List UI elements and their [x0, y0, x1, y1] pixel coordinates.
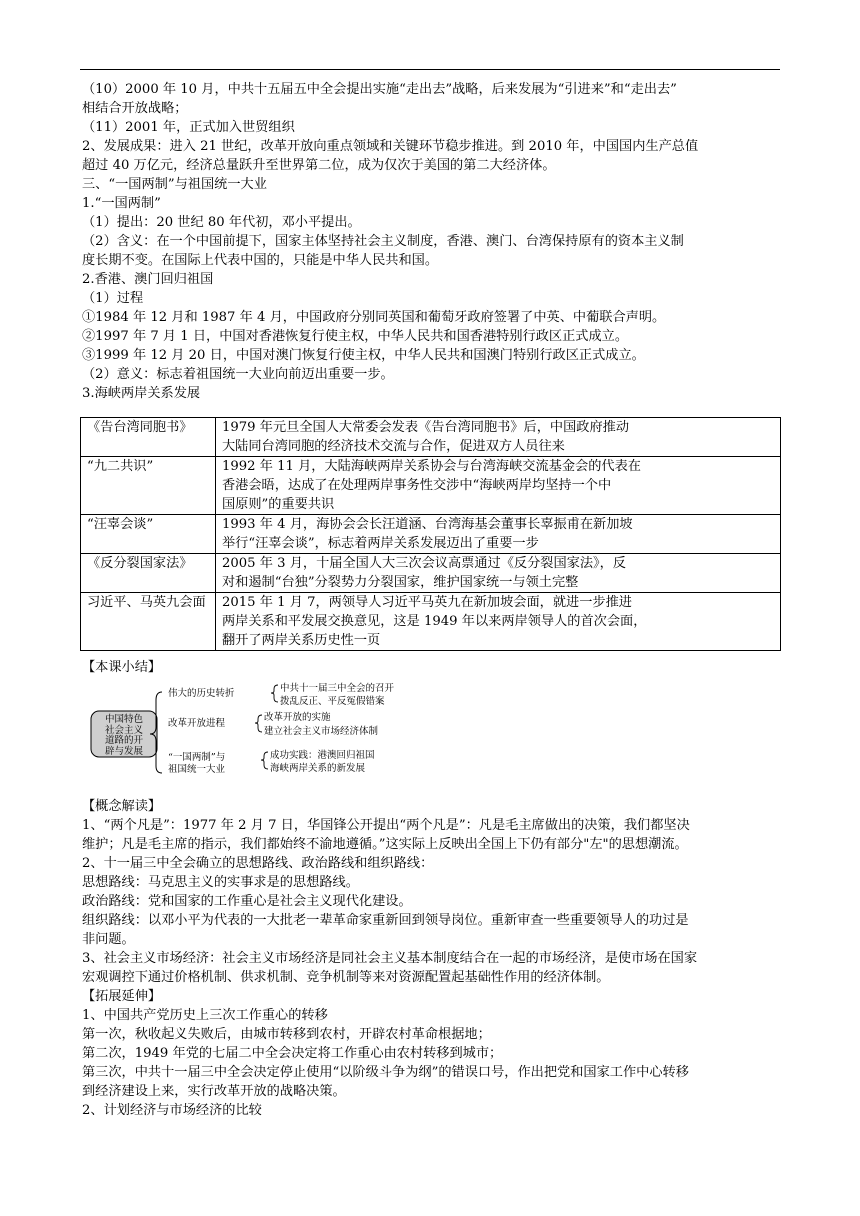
desc-line: 1979 年元旦全国人大常委会发表《告台湾同胞书》后，中国政府推动	[222, 420, 630, 435]
desc-line: 香港会晤，达成了在处理两岸事务性交涉中“海峡两岸均坚持一个中	[222, 478, 612, 493]
text-line: 思想路线：马克思主义的实事求是的思想路线。	[82, 875, 359, 890]
table-cell-event: 《告台湾同胞书》	[81, 418, 216, 457]
branch-item: 成功实践：港澳回归祖国	[270, 750, 375, 761]
text-line: （1）提出：20 世纪 80 年代初，邓小平提出。	[82, 215, 361, 230]
text-line: 1、“两个凡是”：1977 年 2 月 7 日，华国锋公开提出“两个凡是”：凡是毛主席做出的决策，我们都坚决	[82, 818, 690, 833]
table-cell-desc	[216, 418, 781, 457]
bottom-section	[82, 797, 782, 1120]
table-cell-event: “汪辜会谈”	[81, 515, 216, 554]
text-line: 2.香港、澳门回归祖国	[82, 272, 214, 287]
branch-item: 改革开放的实施	[264, 712, 331, 723]
text-line: 非问题。	[82, 932, 135, 947]
text-line: （2）含义：在一个中国前提下，国家主体坚持社会主义制度，香港、澳门、台湾保持原有的资本主义制	[82, 234, 684, 249]
cross-strait-table	[80, 417, 781, 651]
text-line: 3、社会主义市场经济：社会主义市场经济是同社会主义基本制度结合在一起的市场经济，是使市场在国家	[82, 951, 698, 966]
desc-line: 大陆同台湾同胞的经济技术交流与合作，促进双方人员往来	[222, 439, 565, 454]
table-row	[81, 515, 781, 554]
text-line: 1、中国共产党历史上三次工作重心的转移	[82, 1008, 328, 1023]
branch-item: 拨乱反正、平反冤假错案	[280, 696, 385, 707]
text-line: （10）2000 年 10 月，中共十五届五中全会提出实施“走出去”战略，后来发展为“引进来”和“走出去”	[82, 82, 677, 97]
table-cell-event: “九二共识”	[81, 457, 216, 515]
summary-heading: 【本课小结】	[82, 660, 162, 675]
desc-line: 对和遏制“台独”分裂势力分裂国家，维护国家统一与领土完整	[222, 575, 579, 590]
text-line: 超过 40 万亿元，经济总量跃升至世界第二位，成为仅次于美国的第二大经济体。	[82, 158, 556, 173]
brace	[255, 715, 262, 732]
summary-diagram	[90, 680, 490, 780]
root-line: 中国特色	[104, 714, 144, 725]
text-line: 2、十一届三中全会确立的思想路线、政治路线和组织路线：	[82, 856, 434, 871]
table-cell-event: 《反分裂国家法》	[81, 554, 216, 593]
text-line: 宏观调控下通过价格机制、供求机制、竞争机制等来对资源配置起基础性作用的经济体制。	[82, 970, 610, 985]
text-line: ②1997 年 7 月 1 日，中国对香港恢复行使主权，中华人民共和国香港特别行政区正式成立。	[82, 329, 629, 344]
brace	[261, 752, 268, 769]
text-line: 3.海峡两岸关系发展	[82, 386, 201, 401]
table-cell-desc	[216, 457, 781, 515]
text-line: （2）意义：标志着祖国统一大业向前迈出重要一步。	[82, 367, 394, 382]
text-line: ①1984 年 12 月和 1987 年 4 月，中国政府分别同英国和葡萄牙政府签署了中英、中葡联合声明。	[82, 310, 666, 325]
branch-item: 建立社会主义市场经济体制	[264, 726, 379, 737]
text-line: 2、计划经济与市场经济的比较	[82, 1103, 262, 1118]
section-heading: 三、“一国两制”与祖国统一大业	[82, 177, 267, 192]
branch-label: 伟大的历史转折	[168, 688, 235, 699]
desc-line: 2005 年 3 月，十届全国人大三次会议高票通过《反分裂国家法》，反	[222, 556, 626, 571]
desc-line: 国原则”的重要共识	[222, 497, 335, 512]
desc-line: 举行“汪辜会谈”，标志着两岸关系发展迈出了重要一步	[222, 536, 539, 551]
table-row	[81, 554, 781, 593]
branch-label: 改革开放进程	[168, 718, 226, 729]
root-line: 道路的开	[104, 735, 144, 746]
text-line: 第二次，1949 年党的七届二中全会决定将工作重心由农村转移到城市；	[82, 1046, 503, 1061]
desc-line: 翻开了两岸关系历史性一页	[222, 633, 381, 648]
top-section	[82, 80, 782, 403]
table-cell-desc	[216, 593, 781, 651]
text-line: 相结合开放战略；	[82, 101, 188, 116]
brace	[271, 685, 278, 702]
table-row	[81, 457, 781, 515]
text-line: 2、发展成果：进入 21 世纪，改革开放向重点领域和关键环节稳步推进。到 2010 年，中国国内生产总值	[82, 139, 699, 154]
text-line: （1）过程	[82, 291, 144, 306]
desc-line: 1993 年 4 月，海协会会长汪道涵、台湾海基会董事长辜振甫在新加坡	[222, 517, 633, 532]
text-line: 维护；凡是毛主席的指示，我们都始终不渝地遵循。”这实际上反映出全国上下仍有部分"左"的思想潮流。	[82, 837, 688, 852]
table-row	[81, 593, 781, 651]
branch-item: 中共十一届三中全会的召开	[280, 683, 395, 694]
section-heading: 【概念解读】	[82, 799, 162, 814]
text-line: 第三次，中共十一届三中全会决定停止使用“以阶级斗争为纲”的错误口号，作出把党和国家工作中心转移	[82, 1065, 689, 1080]
root-line: 社会主义	[104, 725, 144, 736]
table-cell-desc	[216, 554, 781, 593]
text-line: ③1999 年 12 月 20 日，中国对澳门恢复行使主权，中华人民共和国澳门特别行政区正式成立。	[82, 348, 645, 363]
table-cell-event: 习近平、马英九会面	[81, 593, 216, 651]
text-line: 政治路线：党和国家的工作重心是社会主义现代化建设。	[82, 894, 412, 909]
desc-line: 1992 年 11 月，大陆海峡两岸关系协会与台湾海峡交流基金会的代表在	[222, 459, 641, 474]
table-row	[81, 418, 781, 457]
header-rule	[80, 69, 780, 70]
text-line: 到经济建设上来，实行改革开放的战略决策。	[82, 1084, 346, 1099]
branch-label: “一国两制”与	[168, 752, 226, 763]
text-line: 第一次，秋收起义失败后，由城市转移到农村，开辟农村革命根据地；	[82, 1027, 491, 1042]
section-heading: 【拓展延伸】	[82, 989, 162, 1004]
text-line: 组织路线：以邓小平为代表的一大批老一辈革命家重新回到领导岗位。重新审查一些重要领导人的功过是	[82, 913, 689, 928]
table-cell-desc	[216, 515, 781, 554]
branch-item: 海峡两岸关系的新发展	[270, 763, 366, 774]
root-line: 辟与发展	[104, 746, 144, 757]
desc-line: 2015 年 1 月 7，两领导人习近平马英九在新加坡会面，就进一步推进	[222, 595, 632, 610]
text-line: 1.“一国两制”	[82, 196, 161, 211]
branch-label: 祖国统一大业	[168, 764, 226, 775]
text-line: 度长期不变。在国际上代表中国的，只能是中华人民共和国。	[82, 253, 439, 268]
text-line: （11）2001 年，正式加入世贸组织	[82, 120, 295, 135]
desc-line: 两岸关系和平发展交换意见，这是 1949 年以来两岸领导人的首次会面，	[222, 614, 647, 629]
